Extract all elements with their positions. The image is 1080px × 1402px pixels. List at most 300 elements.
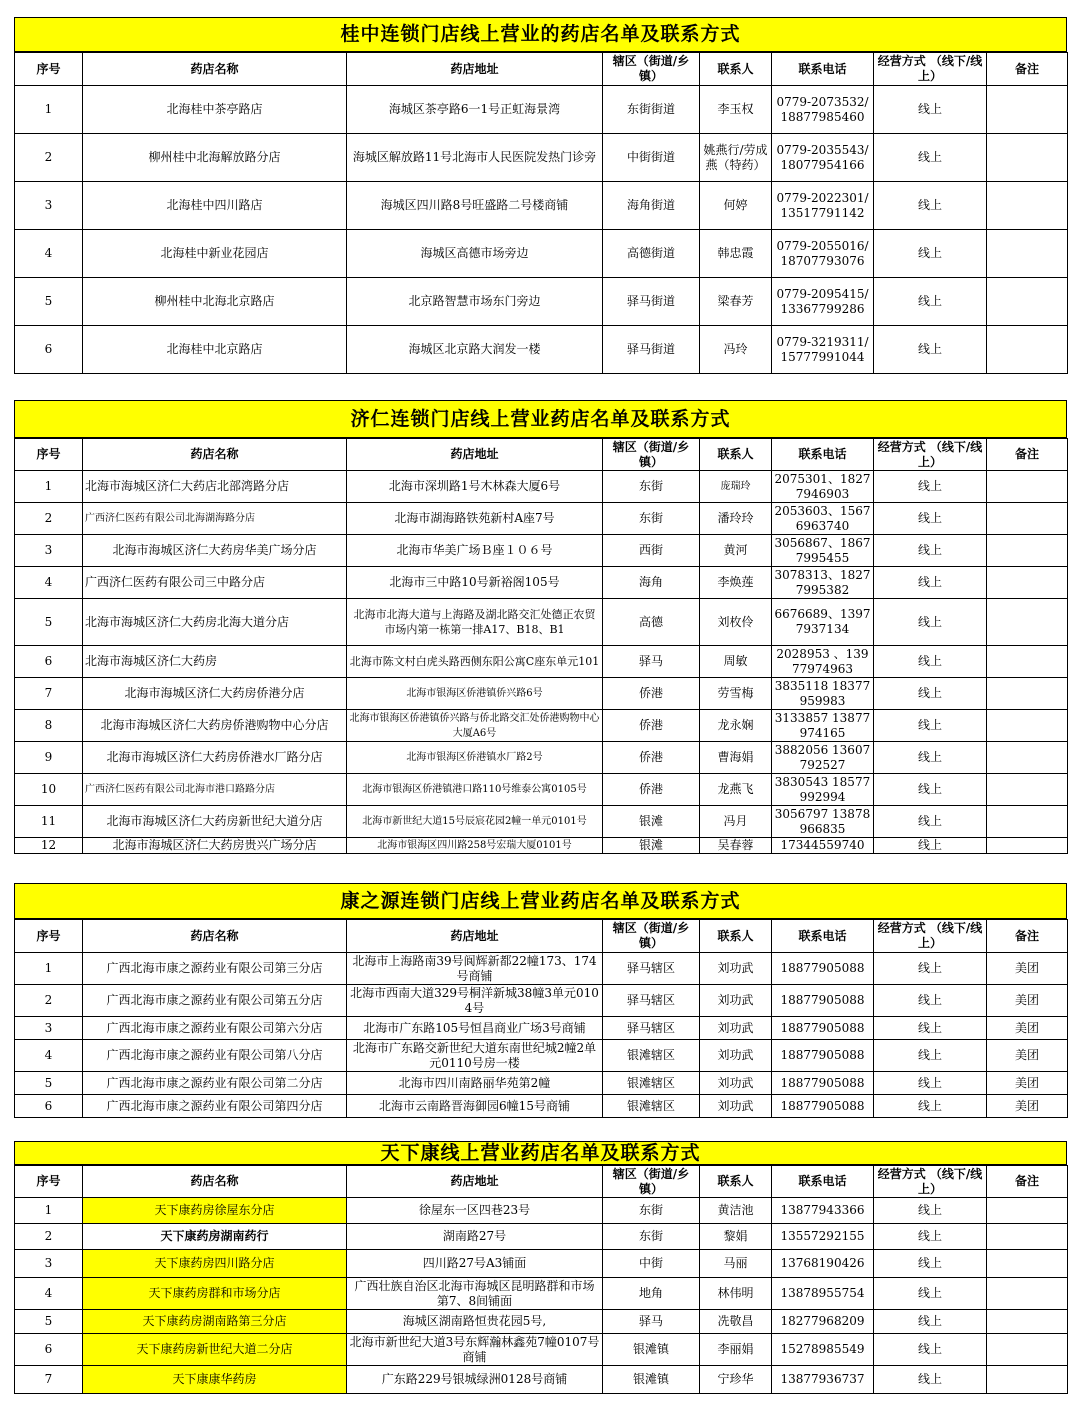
pharmacy-table	[14, 52, 1068, 374]
col-header-address: 药店地址	[347, 439, 603, 471]
cell-no: 2	[15, 1224, 83, 1250]
col-header-district: 辖区（街道/乡镇）	[603, 439, 700, 471]
table-row	[15, 678, 1068, 710]
cell-address: 北海市深圳路1号木林森大厦6号	[347, 471, 603, 503]
header-row	[15, 1166, 1068, 1198]
cell-no: 1	[15, 953, 83, 985]
table-row	[15, 230, 1068, 278]
header-row	[15, 53, 1068, 86]
cell-mode: 线上	[874, 1198, 987, 1224]
cell-address: 北海市新世纪大道15号辰宸花园2幢一单元0101号	[347, 806, 603, 838]
cell-contact: 马丽	[700, 1250, 772, 1278]
cell-phone: 0779-2095415/13367799286	[772, 278, 874, 326]
col-header-mode: 经营方式 （线下/线上）	[874, 439, 987, 471]
col-header-address: 药店地址	[347, 920, 603, 953]
cell-mode: 线上	[874, 1278, 987, 1310]
cell-note	[987, 1278, 1068, 1310]
cell-phone: 0779-2022301/13517791142	[772, 182, 874, 230]
cell-mode: 线上	[874, 535, 987, 567]
table-row	[15, 1366, 1068, 1394]
col-header-contact: 联系人	[700, 53, 772, 86]
cell-contact: 周敏	[700, 646, 772, 678]
table-row	[15, 1334, 1068, 1366]
cell-district: 东街	[603, 471, 700, 503]
cell-note	[987, 742, 1068, 774]
cell-mode: 线上	[874, 1310, 987, 1334]
cell-district: 侨港	[603, 710, 700, 742]
cell-address: 北京路智慧市场东门旁边	[347, 278, 603, 326]
cell-note	[987, 646, 1068, 678]
table-row	[15, 1250, 1068, 1278]
cell-district: 驿马街道	[603, 326, 700, 374]
table-row	[15, 599, 1068, 646]
cell-phone: 3830543 18577992994	[772, 774, 874, 806]
cell-no: 5	[15, 599, 83, 646]
cell-name: 广西北海市康之源药业有限公司第二分店	[83, 1072, 347, 1095]
cell-note	[987, 278, 1068, 326]
cell-no: 4	[15, 567, 83, 599]
col-header-name: 药店名称	[83, 920, 347, 953]
cell-district: 驿马	[603, 1310, 700, 1334]
cell-note	[987, 678, 1068, 710]
cell-contact: 梁春芳	[700, 278, 772, 326]
table-row	[15, 326, 1068, 374]
cell-mode: 线上	[874, 710, 987, 742]
col-header-phone: 联系电话	[772, 1166, 874, 1198]
cell-address: 北海市陈文村白虎头路西侧东阳公寓C座东单元101	[347, 646, 603, 678]
cell-note	[987, 230, 1068, 278]
cell-mode: 线上	[874, 985, 987, 1017]
cell-no: 2	[15, 985, 83, 1017]
table-row	[15, 838, 1068, 854]
table-row	[15, 182, 1068, 230]
pharmacy-table	[14, 919, 1068, 1118]
cell-contact: 黎娟	[700, 1224, 772, 1250]
cell-contact: 龙燕飞	[700, 774, 772, 806]
col-header-note: 备注	[987, 920, 1068, 953]
cell-address: 北海市广东路交新世纪大道东南世纪城2幢2单元0110号房一楼	[347, 1040, 603, 1072]
cell-district: 海角街道	[603, 182, 700, 230]
cell-contact: 庞瑞玲	[700, 471, 772, 503]
col-header-note: 备注	[987, 53, 1068, 86]
cell-note	[987, 599, 1068, 646]
pharmacy-table	[14, 438, 1068, 854]
cell-note: 美团	[987, 953, 1068, 985]
cell-name: 广西北海市康之源药业有限公司第三分店	[83, 953, 347, 985]
cell-address: 北海市云南路晋海御园6幢15号商铺	[347, 1095, 603, 1118]
table-row	[15, 1224, 1068, 1250]
cell-contact: 刘功武	[700, 953, 772, 985]
cell-note	[987, 86, 1068, 134]
cell-name: 北海桂中茶亭路店	[83, 86, 347, 134]
cell-no: 11	[15, 806, 83, 838]
cell-address: 北海市银海区侨港镇水厂路2号	[347, 742, 603, 774]
cell-no: 1	[15, 471, 83, 503]
cell-no: 9	[15, 742, 83, 774]
cell-phone: 18877905088	[772, 1095, 874, 1118]
cell-name: 天下康药房徐屋东分店	[83, 1198, 347, 1224]
cell-mode: 线上	[874, 471, 987, 503]
cell-name: 广西北海市康之源药业有限公司第六分店	[83, 1017, 347, 1040]
cell-contact: 宁珍华	[700, 1366, 772, 1394]
table-row	[15, 535, 1068, 567]
cell-phone: 18877905088	[772, 1040, 874, 1072]
section-title: 桂中连锁门店线上营业的药店名单及联系方式	[14, 17, 1067, 52]
cell-mode: 线上	[874, 678, 987, 710]
cell-name: 天下康药房新世纪大道二分店	[83, 1334, 347, 1366]
cell-phone: 13557292155	[772, 1224, 874, 1250]
cell-phone: 3835118 18377959983	[772, 678, 874, 710]
cell-name: 北海市海城区济仁大药房华美广场分店	[83, 535, 347, 567]
cell-no: 5	[15, 1072, 83, 1095]
cell-note	[987, 1334, 1068, 1366]
cell-name: 北海市海城区济仁大药店北部湾路分店	[83, 471, 347, 503]
section-title: 济仁连锁门店线上营业药店名单及联系方式	[14, 400, 1067, 438]
cell-district: 侨港	[603, 678, 700, 710]
cell-phone: 13877943366	[772, 1198, 874, 1224]
cell-name: 北海市海城区济仁大药房侨港水厂路分店	[83, 742, 347, 774]
cell-district: 银滩辖区	[603, 1095, 700, 1118]
cell-address: 北海市新世纪大道3号东辉瀚林鑫苑7幢0107号商铺	[347, 1334, 603, 1366]
cell-address: 徐屋东一区四巷23号	[347, 1198, 603, 1224]
cell-district: 中街街道	[603, 134, 700, 182]
cell-contact: 刘功武	[700, 1017, 772, 1040]
table-row	[15, 1310, 1068, 1334]
cell-contact: 冯玲	[700, 326, 772, 374]
cell-no: 6	[15, 326, 83, 374]
cell-address: 广东路229号银城绿洲0128号商铺	[347, 1366, 603, 1394]
cell-address: 北海市银海区侨港镇侨兴路6号	[347, 678, 603, 710]
cell-mode: 线上	[874, 1072, 987, 1095]
cell-no: 1	[15, 1198, 83, 1224]
cell-district: 海角	[603, 567, 700, 599]
col-header-district: 辖区（街道/乡镇）	[603, 920, 700, 953]
cell-contact: 冼敬昌	[700, 1310, 772, 1334]
cell-no: 8	[15, 710, 83, 742]
cell-contact: 李玉权	[700, 86, 772, 134]
cell-district: 银滩镇	[603, 1366, 700, 1394]
cell-name: 北海桂中北京路店	[83, 326, 347, 374]
cell-name: 北海市海城区济仁大药房新世纪大道分店	[83, 806, 347, 838]
pharmacy-table	[14, 1165, 1068, 1394]
cell-phone: 3056867、18677995455	[772, 535, 874, 567]
cell-address: 海城区湖南路恒贵花园5号,	[347, 1310, 603, 1334]
cell-contact: 黄洁池	[700, 1198, 772, 1224]
cell-address: 北海市北海大道与上海路及湖北路交汇处德正农贸市场内第一栋第一排A17、B18、B1	[347, 599, 603, 646]
cell-note: 美团	[987, 1040, 1068, 1072]
cell-no: 6	[15, 1095, 83, 1118]
cell-no: 4	[15, 1278, 83, 1310]
cell-phone: 3078313、18277995382	[772, 567, 874, 599]
cell-district: 驿马	[603, 646, 700, 678]
cell-note: 美团	[987, 1072, 1068, 1095]
cell-address: 海城区四川路8号旺盛路二号楼商铺	[347, 182, 603, 230]
cell-phone: 2075301、18277946903	[772, 471, 874, 503]
cell-contact: 李丽娟	[700, 1334, 772, 1366]
cell-district: 东街街道	[603, 86, 700, 134]
cell-no: 3	[15, 1017, 83, 1040]
cell-phone: 3056797 13878966835	[772, 806, 874, 838]
cell-contact: 曹海娟	[700, 742, 772, 774]
table-row	[15, 1040, 1068, 1072]
cell-mode: 线上	[874, 1250, 987, 1278]
col-header-contact: 联系人	[700, 920, 772, 953]
cell-address: 海城区北京路大润发一楼	[347, 326, 603, 374]
cell-contact: 劳雪梅	[700, 678, 772, 710]
cell-mode: 线上	[874, 1095, 987, 1118]
col-header-address: 药店地址	[347, 53, 603, 86]
cell-note	[987, 710, 1068, 742]
cell-contact: 冯月	[700, 806, 772, 838]
col-header-mode: 经营方式 （线下/线上）	[874, 920, 987, 953]
col-header-district: 辖区（街道/乡镇）	[603, 1166, 700, 1198]
table-row	[15, 86, 1068, 134]
cell-name: 北海市海城区济仁大药房侨港分店	[83, 678, 347, 710]
col-header-no: 序号	[15, 439, 83, 471]
cell-district: 东街	[603, 1224, 700, 1250]
cell-address: 北海市西南大道329号桐洋新城38幢3单元0104号	[347, 985, 603, 1017]
cell-district: 银滩辖区	[603, 1072, 700, 1095]
cell-address: 北海市银海区侨港镇侨兴路与侨北路交汇处侨港购物中心大厦A6号	[347, 710, 603, 742]
table-row	[15, 1278, 1068, 1310]
cell-name: 广西济仁医药有限公司三中路分店	[83, 567, 347, 599]
cell-mode: 线上	[874, 503, 987, 535]
table-row	[15, 567, 1068, 599]
cell-contact: 吴春蓉	[700, 838, 772, 854]
cell-address: 北海市上海路南39号阆辉新都22幢173、174号商铺	[347, 953, 603, 985]
cell-district: 银滩	[603, 838, 700, 854]
cell-contact: 龙永娴	[700, 710, 772, 742]
cell-note	[987, 471, 1068, 503]
cell-note	[987, 1224, 1068, 1250]
cell-name: 北海市海城区济仁大药房	[83, 646, 347, 678]
cell-contact: 刘功武	[700, 1040, 772, 1072]
cell-district: 侨港	[603, 774, 700, 806]
cell-name: 柳州桂中北海解放路分店	[83, 134, 347, 182]
cell-district: 高德	[603, 599, 700, 646]
cell-no: 4	[15, 230, 83, 278]
col-header-name: 药店名称	[83, 53, 347, 86]
col-header-phone: 联系电话	[772, 920, 874, 953]
cell-district: 驿马辖区	[603, 985, 700, 1017]
cell-note	[987, 838, 1068, 854]
cell-name: 北海市海城区济仁大药房贵兴广场分店	[83, 838, 347, 854]
header-row	[15, 439, 1068, 471]
cell-phone: 0779-3219311/15777991044	[772, 326, 874, 374]
cell-note	[987, 326, 1068, 374]
cell-contact: 潘玲玲	[700, 503, 772, 535]
cell-note	[987, 503, 1068, 535]
cell-note	[987, 182, 1068, 230]
cell-phone: 18877905088	[772, 1017, 874, 1040]
cell-mode: 线上	[874, 86, 987, 134]
cell-district: 高德街道	[603, 230, 700, 278]
cell-mode: 线上	[874, 838, 987, 854]
col-header-no: 序号	[15, 920, 83, 953]
cell-phone: 2053603、15676963740	[772, 503, 874, 535]
cell-no: 5	[15, 278, 83, 326]
cell-district: 东街	[603, 1198, 700, 1224]
cell-name: 广西济仁医药有限公司北海湖海路分店	[83, 503, 347, 535]
section-jiren	[14, 400, 1067, 854]
cell-note: 美团	[987, 1017, 1068, 1040]
table-row	[15, 1017, 1068, 1040]
table-row	[15, 774, 1068, 806]
cell-name: 北海市海城区济仁大药房北海大道分店	[83, 599, 347, 646]
cell-note: 美团	[987, 985, 1068, 1017]
col-header-contact: 联系人	[700, 1166, 772, 1198]
cell-note	[987, 134, 1068, 182]
col-header-no: 序号	[15, 1166, 83, 1198]
cell-name: 天下康药房群和市场分店	[83, 1278, 347, 1310]
cell-note	[987, 1366, 1068, 1394]
col-header-no: 序号	[15, 53, 83, 86]
cell-district: 银滩镇	[603, 1334, 700, 1366]
cell-mode: 线上	[874, 1017, 987, 1040]
cell-note: 美团	[987, 1095, 1068, 1118]
cell-address: 四川路27号A3铺面	[347, 1250, 603, 1278]
col-header-mode: 经营方式 （线下/线上）	[874, 53, 987, 86]
cell-no: 10	[15, 774, 83, 806]
table-row	[15, 278, 1068, 326]
cell-phone: 6676689、13977937134	[772, 599, 874, 646]
cell-name: 广西北海市康之源药业有限公司第八分店	[83, 1040, 347, 1072]
cell-name: 广西北海市康之源药业有限公司第四分店	[83, 1095, 347, 1118]
cell-address: 湖南路27号	[347, 1224, 603, 1250]
cell-phone: 18877905088	[772, 953, 874, 985]
table-row	[15, 1095, 1068, 1118]
cell-address: 北海市四川南路丽华苑第2幢	[347, 1072, 603, 1095]
cell-mode: 线上	[874, 182, 987, 230]
col-header-contact: 联系人	[700, 439, 772, 471]
header-row	[15, 920, 1068, 953]
cell-phone: 0779-2073532/18877985460	[772, 86, 874, 134]
cell-contact: 韩忠霞	[700, 230, 772, 278]
cell-mode: 线上	[874, 567, 987, 599]
cell-phone: 0779-2055016/18707793076	[772, 230, 874, 278]
cell-mode: 线上	[874, 646, 987, 678]
section-guizhong	[14, 17, 1067, 374]
cell-mode: 线上	[874, 134, 987, 182]
cell-note	[987, 1250, 1068, 1278]
cell-mode: 线上	[874, 1366, 987, 1394]
table-row	[15, 1072, 1068, 1095]
cell-name: 北海市海城区济仁大药房侨港购物中心分店	[83, 710, 347, 742]
cell-name: 天下康药房四川路分店	[83, 1250, 347, 1278]
cell-address: 北海市三中路10号新裕阁105号	[347, 567, 603, 599]
table-row	[15, 985, 1068, 1017]
table-row	[15, 1198, 1068, 1224]
cell-mode: 线上	[874, 742, 987, 774]
cell-phone: 3133857 13877974165	[772, 710, 874, 742]
cell-phone: 3882056 13607792527	[772, 742, 874, 774]
cell-phone: 13768190426	[772, 1250, 874, 1278]
cell-contact: 刘功武	[700, 985, 772, 1017]
cell-note	[987, 567, 1068, 599]
cell-mode: 线上	[874, 1334, 987, 1366]
table-row	[15, 806, 1068, 838]
cell-address: 北海市银海区四川路258号宏瑞大厦0101号	[347, 838, 603, 854]
cell-district: 侨港	[603, 742, 700, 774]
cell-address: 北海市湖海路铁苑新村A座7号	[347, 503, 603, 535]
cell-mode: 线上	[874, 1040, 987, 1072]
col-header-name: 药店名称	[83, 1166, 347, 1198]
table-row	[15, 710, 1068, 742]
cell-mode: 线上	[874, 953, 987, 985]
cell-no: 3	[15, 535, 83, 567]
cell-note	[987, 1198, 1068, 1224]
cell-district: 银滩辖区	[603, 1040, 700, 1072]
cell-contact: 林伟明	[700, 1278, 772, 1310]
cell-no: 2	[15, 134, 83, 182]
section-tianxiakang	[14, 1141, 1067, 1394]
col-header-district: 辖区（街道/乡镇）	[603, 53, 700, 86]
cell-no: 6	[15, 1334, 83, 1366]
cell-contact: 姚燕行/劳成燕（特药）	[700, 134, 772, 182]
cell-mode: 线上	[874, 278, 987, 326]
cell-name: 天下康药房湖南路第三分店	[83, 1310, 347, 1334]
cell-address: 广西壮族自治区北海市海城区昆明路群和市场第7、8间铺面	[347, 1278, 603, 1310]
cell-address: 北海市广东路105号恒昌商业广场3号商铺	[347, 1017, 603, 1040]
section-title: 天下康线上营业药店名单及联系方式	[14, 1141, 1067, 1165]
cell-no: 2	[15, 503, 83, 535]
table-row	[15, 742, 1068, 774]
cell-district: 东街	[603, 503, 700, 535]
cell-phone: 18277968209	[772, 1310, 874, 1334]
cell-note	[987, 774, 1068, 806]
cell-district: 西街	[603, 535, 700, 567]
cell-note	[987, 806, 1068, 838]
cell-phone: 15278985549	[772, 1334, 874, 1366]
cell-no: 6	[15, 646, 83, 678]
cell-name: 广西北海市康之源药业有限公司第五分店	[83, 985, 347, 1017]
cell-district: 驿马辖区	[603, 953, 700, 985]
table-row	[15, 503, 1068, 535]
cell-phone: 18877905088	[772, 985, 874, 1017]
cell-district: 中街	[603, 1250, 700, 1278]
cell-phone: 13877936737	[772, 1366, 874, 1394]
cell-no: 3	[15, 1250, 83, 1278]
cell-contact: 刘功武	[700, 1095, 772, 1118]
cell-no: 3	[15, 182, 83, 230]
cell-name: 柳州桂中北海北京路店	[83, 278, 347, 326]
cell-name: 天下康药房湖南药行	[83, 1224, 347, 1250]
cell-phone: 18877905088	[772, 1072, 874, 1095]
cell-name: 广西济仁医药有限公司北海市港口路路分店	[83, 774, 347, 806]
section-title: 康之源连锁门店线上营业药店名单及联系方式	[14, 883, 1067, 919]
col-header-phone: 联系电话	[772, 53, 874, 86]
cell-phone: 13878955754	[772, 1278, 874, 1310]
col-header-name: 药店名称	[83, 439, 347, 471]
cell-no: 5	[15, 1310, 83, 1334]
cell-contact: 李焕莲	[700, 567, 772, 599]
cell-address: 北海市银海区侨港镇港口路110号维泰公寓0105号	[347, 774, 603, 806]
cell-note	[987, 1310, 1068, 1334]
cell-mode: 线上	[874, 774, 987, 806]
cell-name: 天下康康华药房	[83, 1366, 347, 1394]
cell-district: 驿马街道	[603, 278, 700, 326]
cell-no: 7	[15, 1366, 83, 1394]
cell-mode: 线上	[874, 806, 987, 838]
cell-district: 银滩	[603, 806, 700, 838]
cell-contact: 刘枚伶	[700, 599, 772, 646]
cell-mode: 线上	[874, 599, 987, 646]
col-header-mode: 经营方式 （线下/线上）	[874, 1166, 987, 1198]
cell-no: 12	[15, 838, 83, 854]
col-header-address: 药店地址	[347, 1166, 603, 1198]
col-header-note: 备注	[987, 1166, 1068, 1198]
cell-phone: 2028953 、13977974963	[772, 646, 874, 678]
